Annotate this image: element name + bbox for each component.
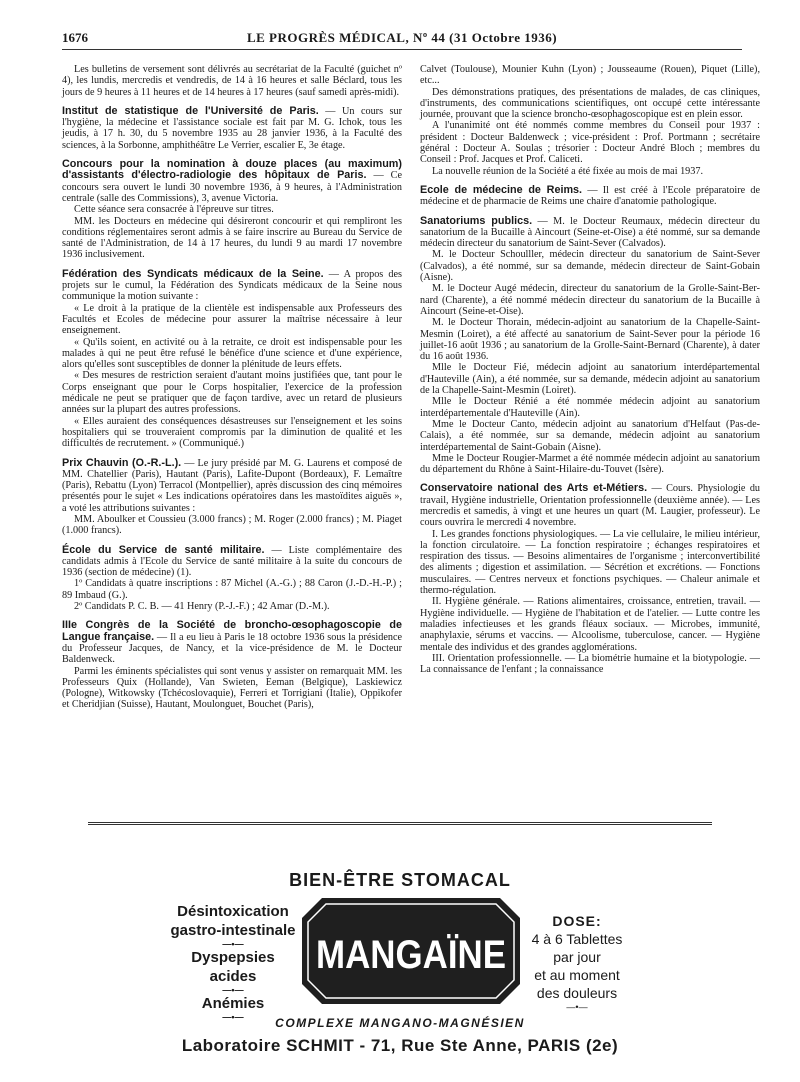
ad-dose-label: DOSE: (552, 913, 602, 929)
body-paragraph: Parmi les éminents spécialistes qui sont venus y assister on remarquait MM. les Professeurs Quix (Hollande), Van Swieten, Eeman (Belgique), Laskiewicz (Pologne), Witkowsky (Tchécoslovaquie), Ferreri et Torrigiani (Italie), Oppikofer et Cheridjian (Suisse), Hautant, Moulonguet, Bouchet (Paris), (62, 665, 402, 711)
ad-indication: gastro-intestinale (170, 922, 296, 939)
ad-indication: Désintoxication (177, 903, 289, 920)
ad-laboratory: Laboratoire SCHMIT - 71, Rue Ste Anne, PARIS (2e) (181, 1036, 619, 1055)
body-paragraph: M. le Docteur Schoulller, médecin directeur du sanatorium de Saint-Sever (Calvados), a été nommé, sur sa demande, médecin directeur de Saint-Gobain (Aisne). (420, 249, 760, 284)
article-heading: Concours pour la nomination à douze places (au maximum) d'assistants d'électro-radiologie des hôpitaux de Paris. (62, 158, 402, 182)
ad-indication: Anémies (201, 995, 265, 1012)
body-paragraph: A l'unanimité ont été nommés comme membres du Conseil pour 1937 : président : Docteur Baldenweck ; vice-président : Prof. Portmann ; secrétaire général : Docteur A. Soulas ; trésorier : Docteur André Bloch ; membres du Conseil : Prof. Jacques et Prof. Caliceti. (420, 120, 760, 166)
article-lead-text: — M. le Docteur Reumaux, médecin directeur du sanatorium de la Bucaille à Aincourt (Seine-et-Oise) a été nommé, sur sa demande médecin directeur du sanatorium de Saint-Sever (Calvados). (420, 215, 760, 250)
ad-headline: BIEN-ÊTRE STOMACAL (289, 870, 511, 890)
body-paragraph: Calvet (Toulouse), Mounier Kuhn (Lyon) ; Jousseaume (Rouen), Piquet (Lille), etc... (420, 64, 760, 87)
article-paragraph (62, 620, 402, 665)
logo-brand-text: MANGAÏNE (316, 933, 506, 977)
article-paragraph (420, 185, 760, 208)
body-paragraph: Mme le Docteur Canto, médecin adjoint au sanatorium d'Helfaut (Pas-de-Calais), a été nommée, sur sa demande, médecin adjoint au sanatorium interdépartemental de Saint-Gobain (Aisne). (420, 418, 760, 453)
body-paragraph: M. le Docteur Thorain, médecin-adjoint au sanatorium de la Chapelle-Saint-Mesmin (Loiret), a été affecté au sanatorium de Saint-Sever pour la période 16 juillet-16 août 1936 ; au sanatorium de la Grolle-Saint-Bernard (Charente), à dater du 16 août 1936. (420, 317, 760, 363)
ad-divider-rule (88, 822, 712, 825)
ad-dose-line: et au moment (534, 967, 620, 983)
body-paragraph: La nouvelle réunion de la Société a été fixée au mois de mai 1937. (432, 165, 704, 177)
body-paragraph: MM. les Docteurs en médecine qui désireront concourir et qui rempliront les conditions réglementaires seront admis à se faire inscrire au Bureau du Service de santé de l'Administration, de 14 à 17 heures, du lundi 9 au mardi 17 novembre 1936 inclusivement. (62, 215, 402, 261)
article-heading: Prix Chauvin (O.-R.-L.). (62, 456, 182, 469)
page-header (62, 30, 742, 50)
body-paragraph: Mlle le Docteur Rénié a été nommée médecin adjoint au sanatorium interdépartementale d'Hauteville (Ain). (420, 396, 760, 419)
article-heading: Ecole de médecine de Reims. (420, 183, 583, 196)
body-paragraph: « Le droit à la pratique de la clientèle est indispensable aux Professeurs des Facultés et Ecoles de médecine pour assurer la maîtrise nécessaire à leur enseignement. (62, 302, 402, 337)
article-lead-text: — Liste complémentaire des candidats admis à l'Ecole du Service de santé militaire à la suite du concours de 1936 (section de médecine) (1). (62, 544, 402, 579)
article-heading: Sanatoriums publics. (420, 214, 533, 227)
body-paragraph: I. Les grandes fonctions physiologiques. — La vie cellulaire, le milieu intérieur, la fonction circulatoire. — La fonction respiratoire ; échanges respiratoires et respiration des tissus. — Besoins alimentaires de l'organisme ; interconvertibilité des aliments ; digestion et assimilation. — Sécrétion et excrétions. — Fonctions musculaires. — Centres nerveux et fonctions psychiques. — Chaleur animale et thermo-régulation. (420, 528, 760, 597)
article-paragraph (62, 269, 402, 303)
article-lead-text: — Il est créé à l'Ecole préparatoire de médecine et de pharmacie de Reims une chaire d'anatomie pathologique. (420, 184, 760, 208)
article-heading: IIIe Congrès de la Société de broncho-œsophagoscopie de Langue française. (62, 619, 402, 643)
left-column (62, 64, 402, 711)
ad-separator: —•— (222, 985, 244, 995)
article-lead-text: — Il a eu lieu à Paris le 18 octobre 1936 sous la présidence du Professeur Jacques, de Nancy, et la vice-présidence de M. le Docteur Baldenweck. (62, 631, 402, 666)
article-paragraph (62, 106, 402, 151)
article-heading: Institut de statistique de l'Université de Paris. (62, 104, 319, 117)
advertisement (0, 830, 800, 1070)
ad-separator: —•— (566, 1002, 588, 1012)
article-lead-text: — Ce concours sera ouvert le lundi 30 novembre 1936, à 9 heures, à l'Administration centrale (salle des Commissions), 3, avenue Victoria. (62, 170, 402, 204)
ad-indications (168, 902, 298, 1021)
body-paragraph: Mlle le Docteur Fié, médecin adjoint au sanatorium interdépartemental d'Hauteville (Ain), a été nommée, sur sa demande, médecin adjoint au sanatorium de la Chapelle-Saint-Mesmin (Loiret). (420, 362, 760, 397)
article-lead-text: — A propos des projets sur le cumul, la Fédération des Syndicats médicaux de la Seine nous communique la motion suivante : (62, 268, 402, 303)
body-paragraph: III. Orientation professionnelle. — La biométrie humaine et la biotypologie. — La connaissance de l'enfant ; la connaissance (420, 652, 760, 676)
ad-separator: —•— (222, 939, 244, 949)
article-paragraph (62, 458, 402, 514)
body-paragraph: « Elles auraient des conséquences désastreuses sur l'enseignement et les soins hospitaliers qui se trouveraient compromis par la diminution de qualité et les difficultés de recrutement. » (Communiqué.) (62, 415, 402, 450)
article-heading: École du Service de santé militaire. (62, 543, 265, 556)
ad-dose-line: 4 à 6 Tablettes (531, 931, 623, 947)
body-paragraph: Mme le Docteur Rougier-Marmet a été nommée médecin adjoint au sanatorium du département du Rhône à Saint-Hilaire-du-Touvet (Isère). (420, 452, 760, 476)
article-heading: Fédération des Syndicats médicaux de la Seine. (62, 267, 324, 280)
ad-indication: Dyspepsies acides (191, 949, 275, 985)
body-paragraph: M. le Docteur Augé médecin, directeur du sanatorium de la Grolle-Saint-Ber- nard (Charente), a été nommé médecin directeur du sanatorium de la Bucaille à Aincourt (Seine-et-Oise). (420, 283, 760, 317)
article-paragraph (62, 159, 402, 204)
article-lead-text: — Le jury présidé par M. G. Laurens et composé de MM. Chatellier (Paris), Hautant (Paris), Lafite-Dupont (Bordeaux), F. Lemaître (Paris), Rebattu (Lyon) Terracol (Montpellier), après discussion des cinq mémoires présentés pour le sujet « Les indications opératoires dans les mastoïdites aiguës », a voté les attributions suivantes : (62, 457, 402, 514)
ad-separator: —•— (222, 1012, 244, 1022)
journal-title: LE PROGRÈS MÉDICAL, Nº 44 (31 Octobre 1936) (246, 30, 558, 45)
body-paragraph: 1º Candidats à quatre inscriptions : 87 Michel (A.-G.) ; 88 Caron (J.-D.-H.-P.) ; 89 Imbaud (G.). (62, 578, 402, 601)
ad-dose-line: par jour (553, 949, 601, 965)
body-paragraph: Les bulletins de versement sont délivrés au secrétariat de la Faculté (guichet nº 4), les lundis, mercredis et vendredis, de 14 à 16 heures et salle Béclard, tous les jours de 9 heures à 11 heures et de 14 heures à 17 heures (sauf samedi après-midi). (62, 64, 402, 98)
header-rule (62, 49, 742, 50)
article-paragraph (420, 216, 760, 250)
article-heading: Conservatoire national des Arts et-Métiers. (420, 482, 648, 495)
body-paragraph: Des démonstrations pratiques, des présentations de malades, de cas cliniques, d'instruments, des communications scientifiques, ont occupé cette intéressante journée, prouvant que la science broncho-œsophagoscopique est en plein essor. (420, 86, 760, 121)
article-lead-text: — Cours. Physiologie du travail, Hygiène industrielle, Orientation professionnelle (deuxième année). — Les mercredis et samedis, à vingt et une heures un quart (M. Laugier, professeur). Le cours ouvrira le mercredi 4 novembre. (420, 483, 761, 529)
ad-dosage (522, 912, 632, 1012)
article-lead-text: — Un cours sur l'hygiène, la médecine et l'assistance sociale est fait par M. G. Ichok, tous les jeudis, à 17 h. 30, du 5 novembre 1935 au 28 janvier 1936, à la Faculté des sciences, à la Sorbonne, amphithéâtre Le Verrier, escalier E, 3e étage. (62, 105, 402, 151)
article-paragraph (62, 545, 402, 579)
body-paragraph: 2º Candidats P. C. B. — 41 Henry (P.-J.-F.) ; 42 Amar (D.-M.). (74, 601, 330, 613)
body-paragraph: « Des mesures de restriction seraient d'autant moins justifiées que, tant pour le Corps enseignant que pour le Corps hospitalier, l'exercice de la profession médicale ne peut se pratiquer que de façon tardive, avec un retard de plusieurs années sur la plupart des autres professions. (62, 370, 402, 416)
body-paragraph: II. Hygiène générale. — Rations alimentaires, croissance, entretien, travail. — Hygiène individuelle. — Hygiène de l'habitation et de l'atelier. — Lutte contre les maladies infectieuses et les grands fléaux sociaux. — Microbes, immunité, anaphylaxie, sérums et vaccins. — Alcoolisme, tuberculose, cancer. — Hygiène mentale des individus et des grandes agglomérations. (420, 596, 760, 653)
ad-dose-line: des douleurs (536, 985, 618, 1001)
article-paragraph (420, 483, 760, 528)
right-column (420, 64, 760, 675)
mangaine-logo (300, 896, 522, 1006)
body-paragraph: Cette séance sera consacrée à l'épreuve sur titres. (74, 204, 274, 216)
ad-composition: COMPLEXE MANGANO-MAGNÉSIEN (275, 1016, 525, 1030)
body-paragraph: « Qu'ils soient, en activité ou à la retraite, ce droit est indispensable pour les malades à qui ne peut être refusé le bénéfice d'une science et d'une expérience, alors qu'elles sont susceptibles de donner la plénitude de leurs effets. (62, 336, 402, 371)
body-paragraph: MM. Aboulker et Coussieu (3.000 francs) ; M. Roger (2.000 francs) ; M. Piaget (1.000 francs). (62, 513, 402, 537)
page-number: 1676 (62, 30, 88, 45)
